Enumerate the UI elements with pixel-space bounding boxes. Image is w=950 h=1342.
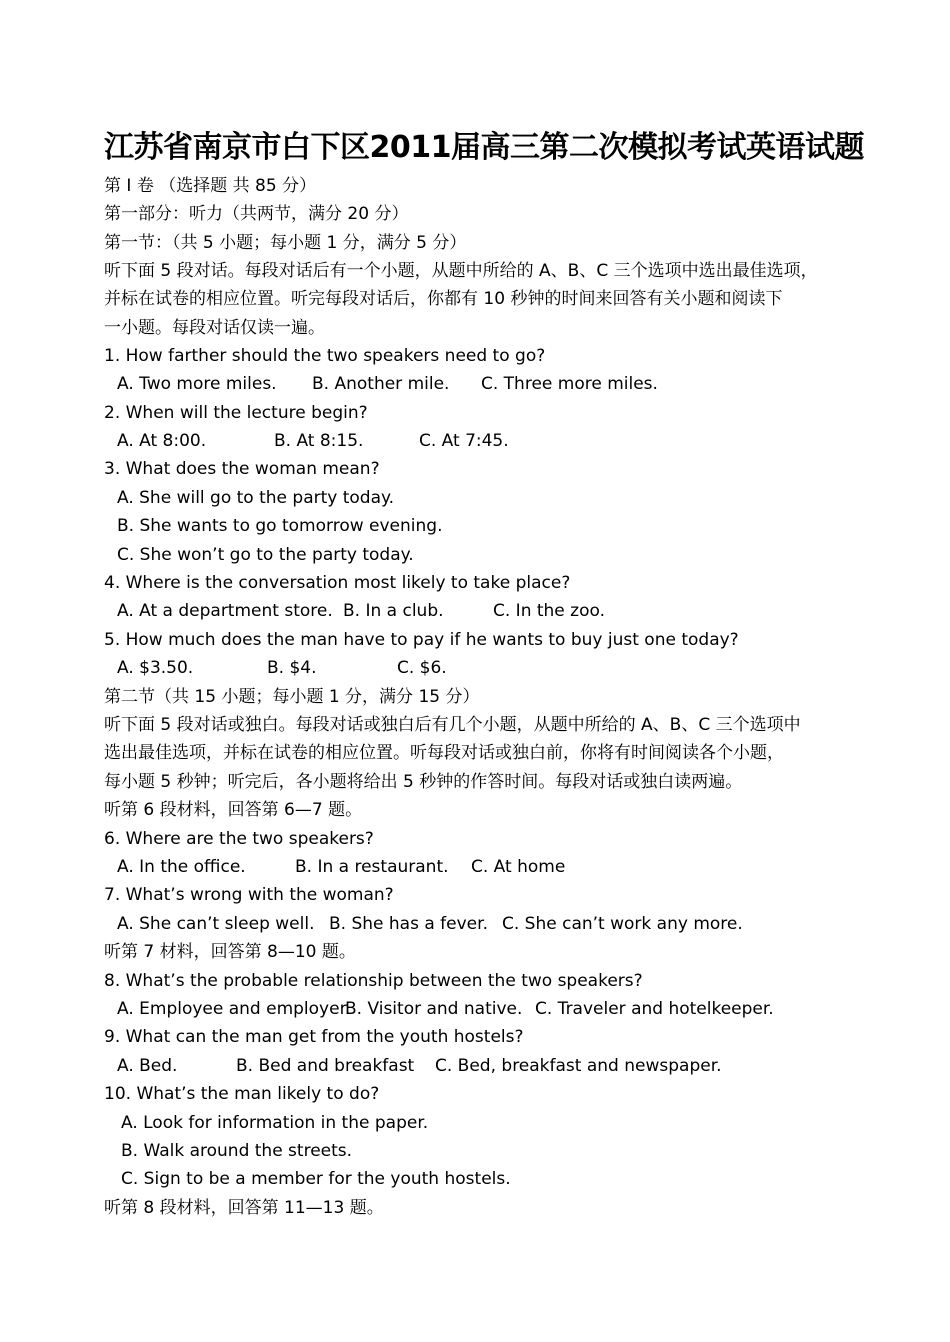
option-b: B. Visitor and native. [345, 999, 523, 1019]
option-c: C. She can’t work any more. [502, 914, 743, 934]
option-a: A. At a department store. [117, 601, 333, 621]
option-c: C. Three more miles. [481, 374, 658, 394]
option-c: C. In the zoo. [493, 601, 606, 621]
option-b: B. She wants to go tomorrow evening. [117, 516, 443, 536]
option-b: B. She has a fever. [329, 914, 488, 934]
option-c: C. $6. [397, 658, 447, 678]
instruction-line: 一小题。每段对话仅读一遍。 [104, 318, 325, 338]
section-two-heading: 第二节（共 15 小题；每小题 1 分，满分 15 分） [104, 687, 480, 707]
question-3-stem: 3. What does the woman mean? [104, 459, 380, 479]
instruction-line: 选出最佳选项，并标在试卷的相应位置。听每段对话或独白前，你将有时间阅读各个小题， [104, 743, 784, 763]
option-b: B. Walk around the streets. [121, 1141, 353, 1161]
part-one-heading: 第一部分：听力（共两节，满分 20 分） [104, 204, 409, 224]
page-title: 江苏省南京市白下区2011届高三第二次模拟考试英语试题 [104, 130, 864, 165]
question-6-stem: 6. Where are the two speakers? [104, 829, 374, 849]
passage-6-heading: 听第 6 段材料，回答第 6—7 题。 [104, 800, 363, 820]
question-2-stem: 2. When will the lecture begin? [104, 403, 368, 423]
instruction-line: 每小题 5 秒钟；听完后，各小题将给出 5 秒钟的作答时间。每段对话或独白读两遍。 [104, 772, 743, 792]
section-one-heading: 第一节：（共 5 小题；每小题 1 分，满分 5 分） [104, 233, 467, 253]
option-b: B. Bed and breakfast [236, 1056, 415, 1076]
option-a: A. She will go to the party today. [117, 488, 395, 508]
instruction-line: 听下面 5 段对话。每段对话后有一个小题，从题中所给的 A、B、C 三个选项中选出最佳选项， [104, 261, 818, 281]
option-c: C. She won’t go to the party today. [117, 545, 414, 565]
part-i-heading: 第 I 卷 （选择题 共 85 分） [104, 176, 317, 196]
option-b: B. $4. [267, 658, 317, 678]
option-a: A. At 8:00. [117, 431, 207, 451]
question-10-stem: 10. What’s the man likely to do? [104, 1084, 380, 1104]
option-a: A. Employee and employer. [117, 999, 351, 1019]
option-c: C. Traveler and hotelkeeper. [535, 999, 774, 1019]
option-a: A. In the office. [117, 857, 246, 877]
instruction-line: 听下面 5 段对话或独白。每段对话或独白后有几个小题，从题中所给的 A、B、C 三个选项中 [104, 715, 801, 735]
question-7-stem: 7. What’s wrong with the woman? [104, 885, 394, 905]
option-c: C. Sign to be a member for the youth hostels. [121, 1169, 511, 1189]
option-b: B. At 8:15. [274, 431, 364, 451]
option-a: A. Bed. [117, 1056, 178, 1076]
question-1-stem: 1. How farther should the two speakers need to go? [104, 346, 546, 366]
option-a: A. Two more miles. [117, 374, 277, 394]
option-a: A. She can’t sleep well. [117, 914, 315, 934]
option-b: B. In a club. [343, 601, 444, 621]
option-a: A. Look for information in the paper. [121, 1113, 429, 1133]
passage-7-heading: 听第 7 材料，回答第 8—10 题。 [104, 942, 356, 962]
question-5-stem: 5. How much does the man have to pay if he wants to buy just one today? [104, 630, 739, 650]
instruction-line: 并标在试卷的相应位置。听完每段对话后，你都有 10 秒钟的时间来回答有关小题和阅读下 [104, 289, 783, 309]
question-9-stem: 9. What can the man get from the youth hostels? [104, 1027, 524, 1047]
option-c: C. At 7:45. [419, 431, 509, 451]
option-b: B. Another mile. [312, 374, 450, 394]
question-4-stem: 4. Where is the conversation most likely to take place? [104, 573, 571, 593]
passage-8-heading: 听第 8 段材料，回答第 11—13 题。 [104, 1198, 384, 1218]
option-c: C. At home [471, 857, 566, 877]
question-8-stem: 8. What’s the probable relationship between the two speakers? [104, 971, 643, 991]
option-b: B. In a restaurant. [295, 857, 449, 877]
option-c: C. Bed, breakfast and newspaper. [435, 1056, 722, 1076]
option-a: A. $3.50. [117, 658, 194, 678]
